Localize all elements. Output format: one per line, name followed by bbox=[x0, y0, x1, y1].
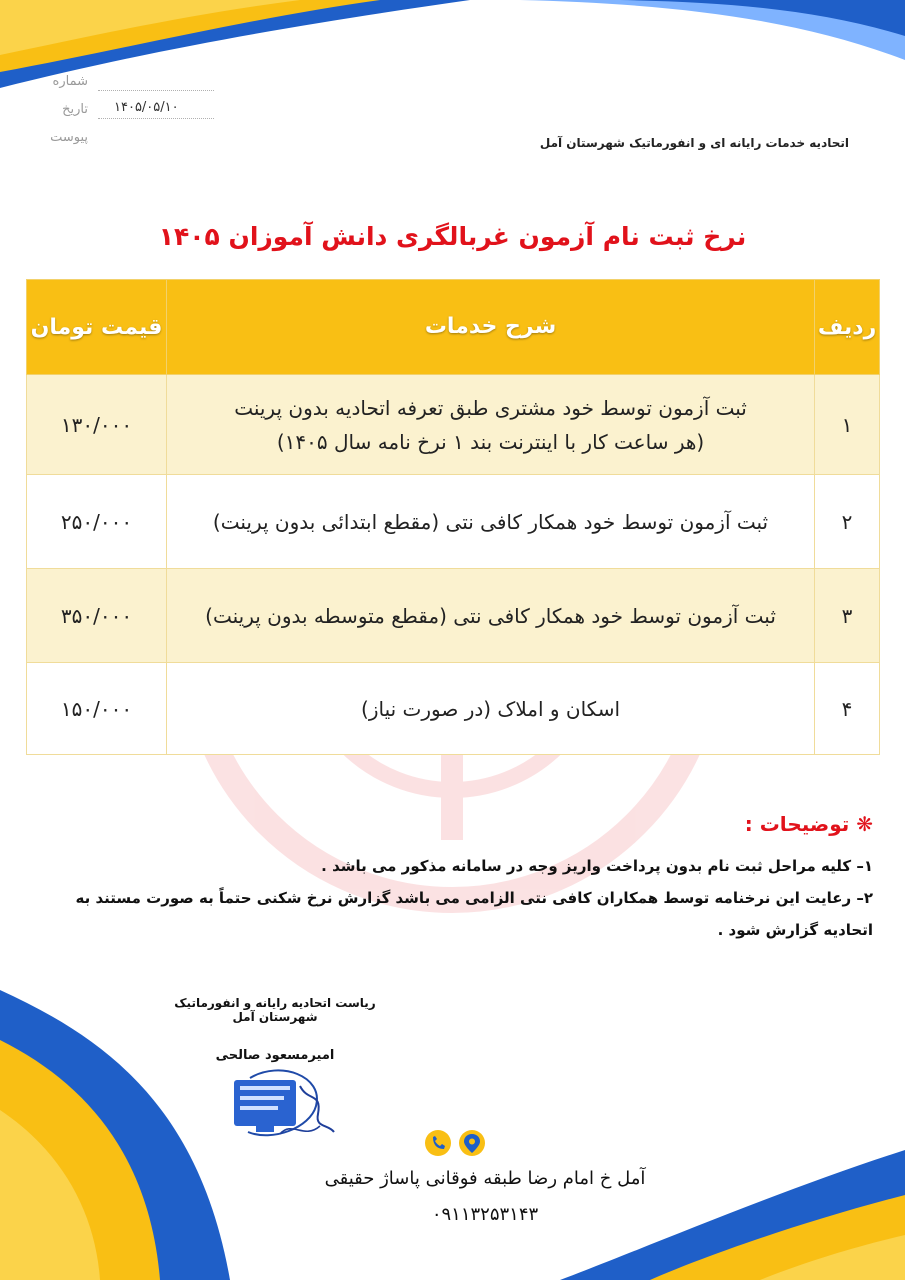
note-item: ۱– کلیه مراحل ثبت نام بدون پرداخت واریز وجه در سامانه مذکور می باشد . bbox=[321, 857, 873, 875]
table-header-row bbox=[27, 280, 880, 375]
meta-value-date: ۱۴۰۵/۰۵/۱۰ bbox=[114, 100, 179, 115]
row-description bbox=[166, 375, 814, 475]
table-row bbox=[27, 475, 880, 569]
signature-org: ریاست اتحادیه رایانه و انفورماتیک شهرستان آمل bbox=[174, 996, 376, 1024]
meta-line bbox=[98, 118, 214, 119]
signature-name: امیرمسعود صالحی bbox=[215, 1048, 335, 1063]
signature-block bbox=[170, 996, 380, 1063]
header-price: قیمت تومان bbox=[27, 280, 167, 375]
table-row bbox=[27, 663, 880, 755]
meta-label-number: شماره bbox=[52, 74, 88, 89]
contact-icons bbox=[424, 1128, 488, 1158]
rates-table bbox=[26, 279, 880, 755]
row-description-line: (هر ساعت کار با اینترنت بند ۱ نرخ نامه سال ۱۴۰۵) bbox=[276, 429, 705, 454]
header-description: شرح خدمات bbox=[166, 280, 814, 375]
row-index: ۲ bbox=[815, 475, 880, 569]
meta-label-date: تاریخ bbox=[62, 102, 88, 117]
meta-label-attachment: پیوست bbox=[50, 130, 88, 145]
document-meta bbox=[44, 70, 214, 154]
row-price: ۲۵۰/۰۰۰ bbox=[27, 475, 167, 569]
table-row bbox=[27, 569, 880, 663]
row-index: ۳ bbox=[815, 569, 880, 663]
meta-line bbox=[98, 90, 214, 91]
notes-section bbox=[70, 812, 873, 946]
table-row bbox=[27, 375, 880, 475]
row-description-line: اسکان و املاک (در صورت نیاز) bbox=[361, 696, 621, 721]
row-description-line: ثبت آزمون توسط خود همکار کافی نتی (مقطع ابتدائی بدون پرینت) bbox=[212, 509, 769, 534]
location-pin-icon bbox=[459, 1130, 485, 1156]
row-description bbox=[166, 475, 814, 569]
footer-phone: ۰۹۱۱۳۲۵۳۱۴۳ bbox=[431, 1204, 539, 1225]
row-description bbox=[166, 663, 814, 755]
phone-icon bbox=[425, 1130, 451, 1156]
meta-row-number bbox=[44, 70, 214, 98]
notes-title: ❋ توضیحات : bbox=[744, 812, 873, 836]
union-name: اتحادیه خدمات رایانه ای و انفورماتیک شهرستان آمل bbox=[539, 136, 849, 150]
note-item: ۲– رعایت این نرخنامه توسط همکاران کافی نتی الزامی می باشد گزارش نرخ شکنی حتماً به صورت مستند به اتحادیه گزارش شود . bbox=[75, 889, 873, 939]
meta-row-attachment bbox=[44, 126, 214, 154]
row-index: ۱ bbox=[815, 375, 880, 475]
row-description-line: ثبت آزمون توسط خود مشتری طبق تعرفه اتحادیه بدون پرینت bbox=[234, 395, 747, 420]
stamp-signature-image bbox=[220, 1066, 340, 1146]
footer-address: آمل خ امام رضا طبقه فوقانی پاساژ حقیقی bbox=[324, 1168, 646, 1189]
row-description bbox=[166, 569, 814, 663]
header-index: ردیف bbox=[815, 280, 880, 375]
meta-row-date bbox=[44, 98, 214, 126]
row-price: ۱۳۰/۰۰۰ bbox=[27, 375, 167, 475]
page-title: نرخ ثبت نام آزمون غربالگری دانش آموزان ۱۴۰۵ bbox=[158, 222, 747, 251]
row-price: ۳۵۰/۰۰۰ bbox=[27, 569, 167, 663]
row-index: ۴ bbox=[815, 663, 880, 755]
row-price: ۱۵۰/۰۰۰ bbox=[27, 663, 167, 755]
row-description-line: ثبت آزمون توسط خود همکار کافی نتی (مقطع متوسطه بدون پرینت) bbox=[205, 603, 776, 628]
